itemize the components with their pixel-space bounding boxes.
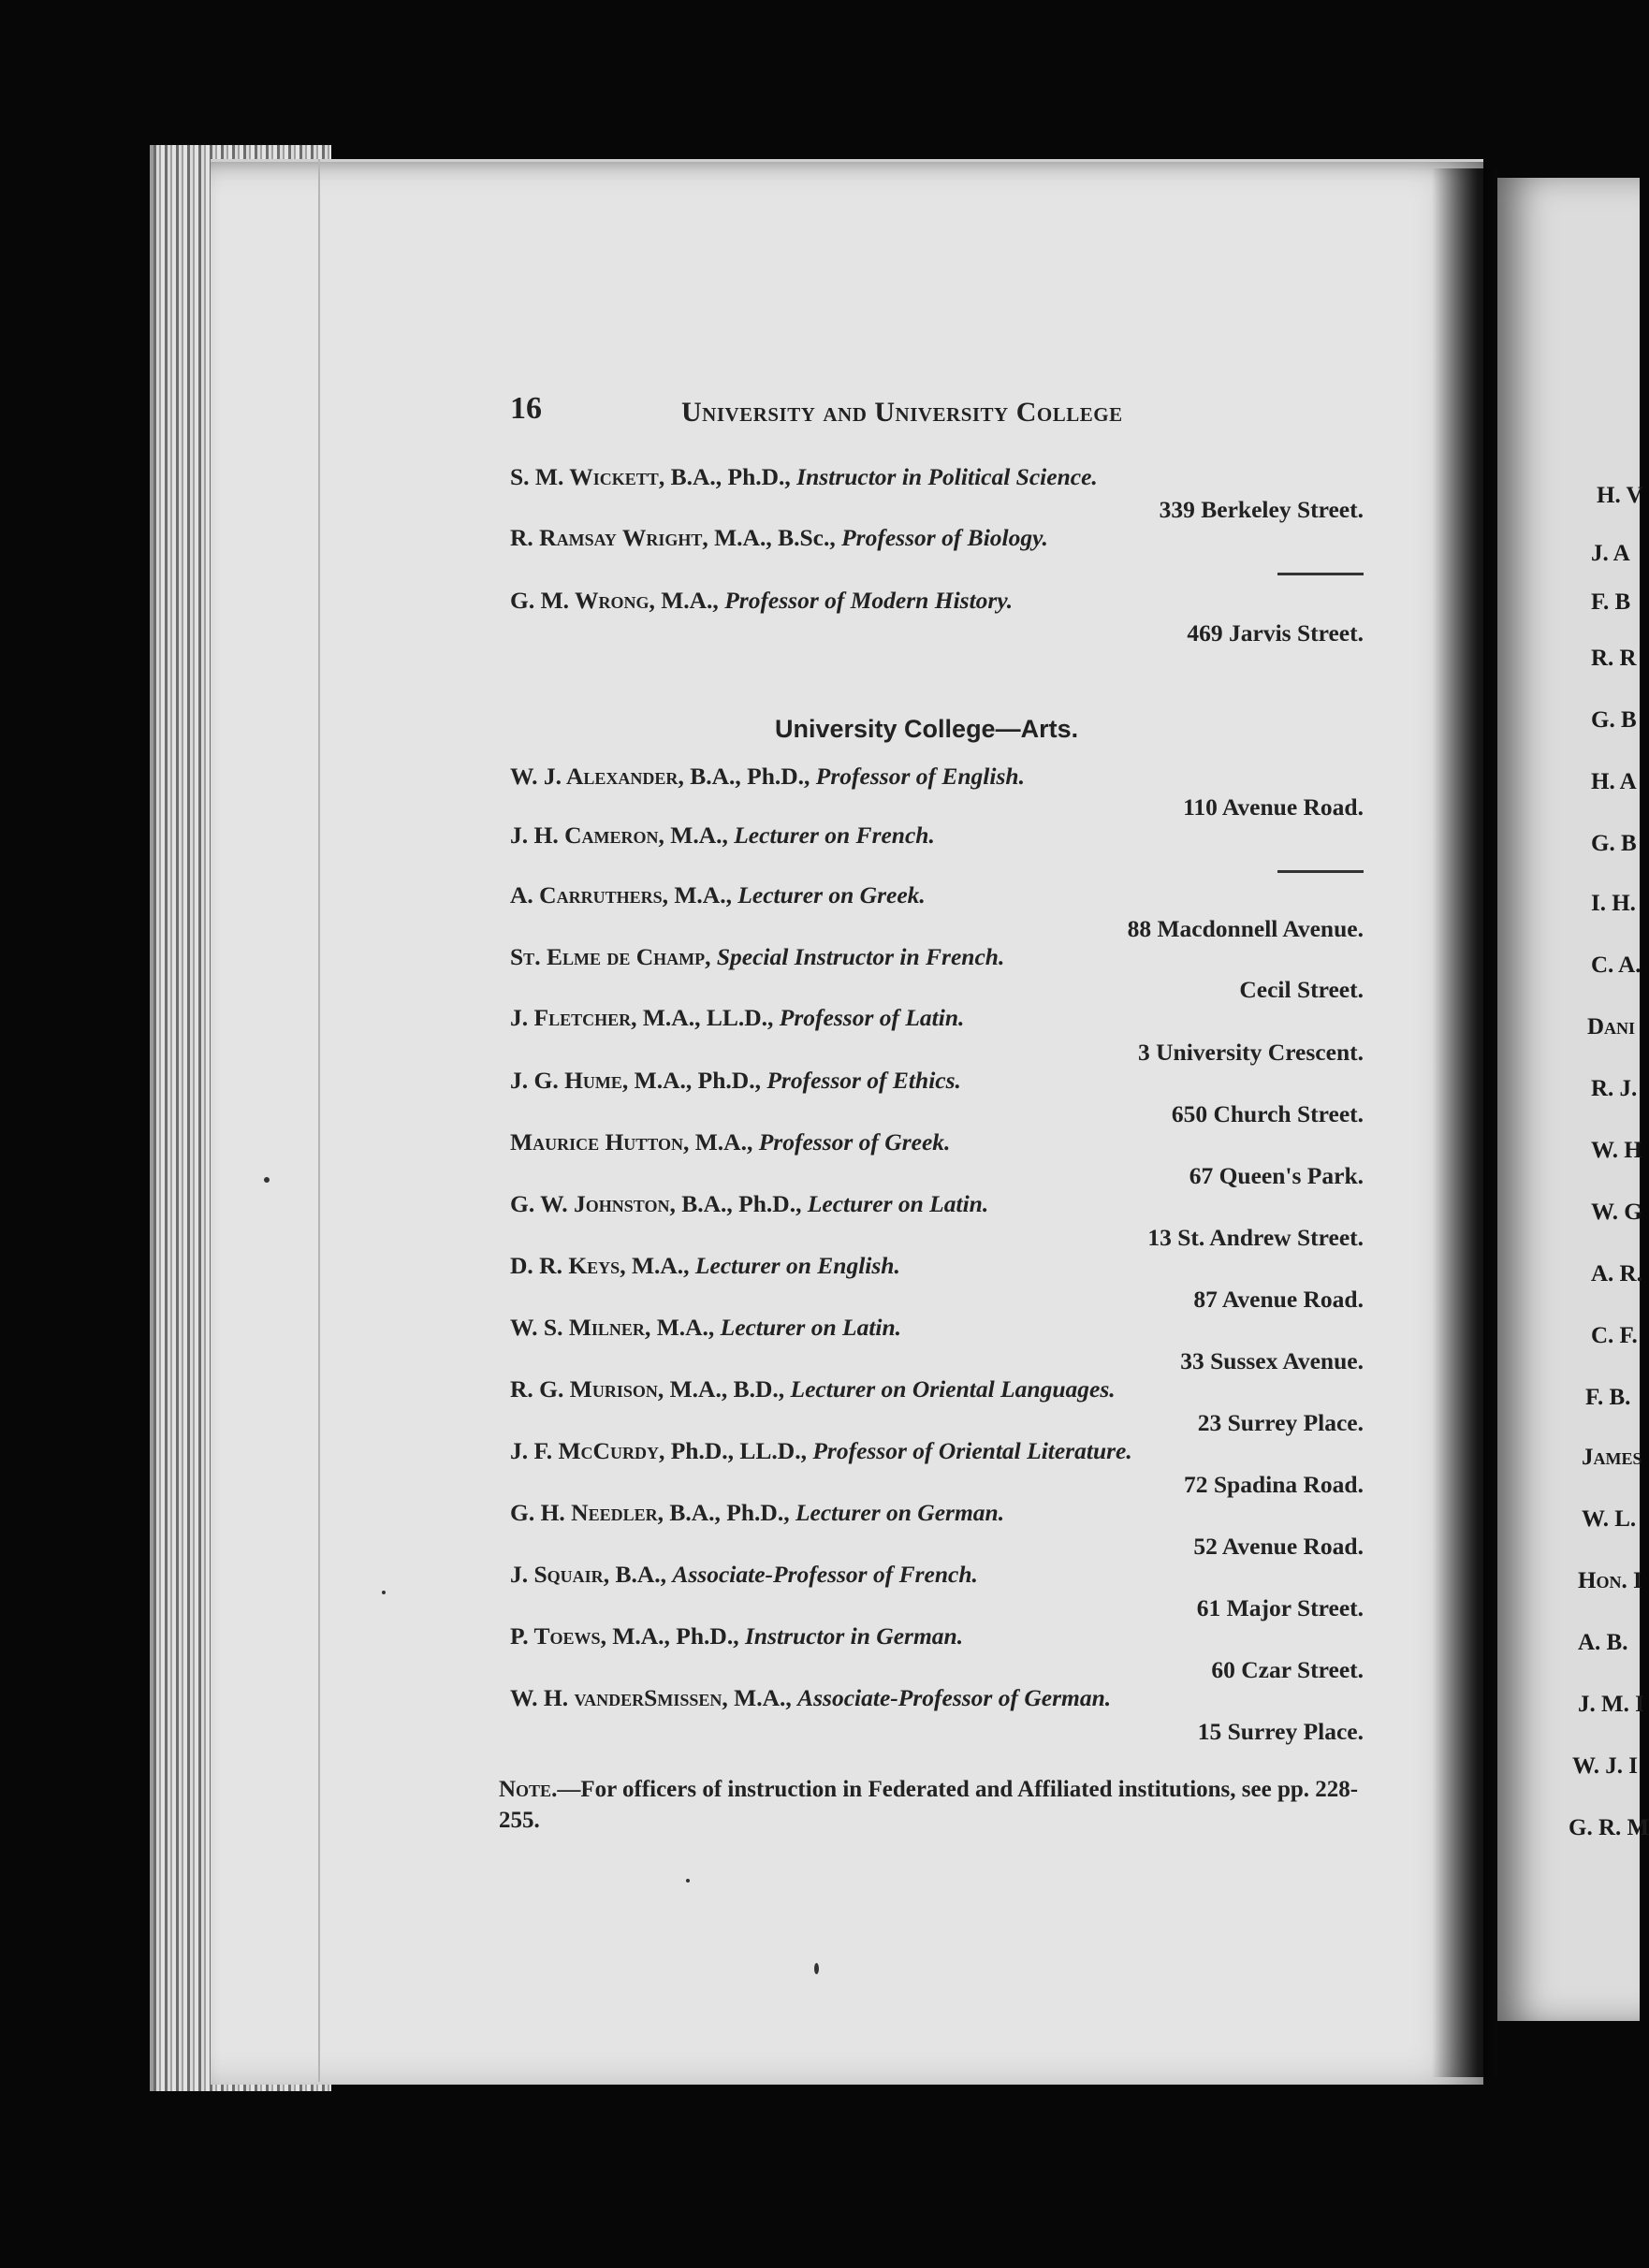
staff-name: G. W. Johnston (510, 1190, 670, 1217)
staff-address: 110 Avenue Road. (1183, 793, 1364, 821)
facing-fragment: J. A (1591, 541, 1630, 566)
staff-degrees: , M.A., B.Sc., (702, 524, 842, 551)
staff-entry (510, 1004, 964, 1032)
staff-entry (510, 1622, 963, 1650)
scan-speck (686, 1879, 690, 1883)
staff-name: W. J. Alexander (510, 763, 679, 790)
staff-role: Associate-Professor of German. (797, 1684, 1112, 1711)
separator-rule (1277, 573, 1364, 575)
staff-degrees: , M.A., Ph.D., (621, 1067, 767, 1094)
staff-name: W. S. Milner (510, 1314, 645, 1341)
staff-entry (510, 1190, 988, 1218)
staff-degrees: , B.A., Ph.D., (658, 463, 797, 490)
staff-entry (510, 763, 1025, 791)
section-heading: University College—Arts. (775, 715, 1079, 743)
staff-address: 23 Surrey Place. (1197, 1409, 1364, 1436)
staff-role: Lecturer on English. (694, 1252, 900, 1279)
staff-address: 3 University Crescent. (1137, 1039, 1364, 1066)
staff-name: J. F. McCurdy (510, 1437, 659, 1464)
staff-entry (510, 463, 1098, 491)
staff-entry (510, 943, 1004, 971)
staff-name: D. R. Keys (510, 1252, 620, 1279)
staff-degrees: , M.A., LL.D., (631, 1004, 780, 1031)
staff-name: St. Elme de Champ (510, 943, 706, 970)
staff-role: Lecturer on German. (795, 1499, 1005, 1526)
staff-degrees: , B.A., Ph.D., (669, 1190, 808, 1217)
staff-address: 33 Sussex Avenue. (1180, 1347, 1364, 1374)
staff-entry (510, 1252, 900, 1280)
staff-address: 52 Avenue Road. (1193, 1533, 1364, 1560)
facing-fragment: G. B (1591, 831, 1637, 856)
staff-name: Maurice Hutton (510, 1128, 683, 1156)
facing-fragment: W. H (1591, 1138, 1642, 1163)
staff-degrees: , (705, 943, 717, 970)
staff-role: Professor of Greek. (758, 1128, 951, 1156)
note-label: Note. (499, 1777, 558, 1802)
staff-degrees: , M.A., (644, 1314, 721, 1341)
staff-degrees: , M.A., (658, 821, 735, 849)
note-text: —For officers of instruction in Federated and Affiliated institutions, see pp. 228-255. (499, 1777, 1359, 1833)
staff-degrees: , B.A., (603, 1561, 673, 1588)
staff-name: J. Squair (510, 1561, 604, 1588)
staff-name: P. Toews (510, 1622, 601, 1650)
staff-name: S. M. Wickett (510, 463, 659, 490)
facing-fragment: Dani (1587, 1014, 1636, 1040)
staff-degrees: , B.A., Ph.D., (678, 763, 816, 790)
staff-name: A. Carruthers (510, 881, 663, 909)
staff-entry (510, 1128, 950, 1156)
staff-entry (510, 587, 1013, 615)
staff-role: Professor of Modern History. (724, 587, 1014, 614)
staff-role: Special Instructor in French. (716, 943, 1005, 970)
staff-role: Lecturer on Greek. (737, 881, 926, 909)
staff-address: 61 Major Street. (1196, 1594, 1364, 1621)
staff-address: 88 Macdonnell Avenue. (1127, 915, 1364, 942)
staff-address: 469 Jarvis Street. (1187, 619, 1364, 647)
staff-address: 72 Spadina Road. (1183, 1471, 1364, 1498)
staff-role: Instructor in Political Science. (796, 463, 1098, 490)
facing-fragment: R. J. (1591, 1076, 1638, 1101)
staff-degrees: , M.A., B.D., (657, 1375, 791, 1403)
facing-fragment: James (1582, 1445, 1642, 1470)
staff-role: Lecturer on French. (734, 821, 935, 849)
staff-entry (510, 1561, 978, 1589)
staff-degrees: , M.A., (649, 587, 725, 614)
staff-role: Lecturer on Oriental Languages. (790, 1375, 1116, 1403)
facing-fragment: Hon. I (1578, 1568, 1642, 1593)
staff-address: 87 Avenue Road. (1193, 1286, 1364, 1313)
staff-role: Professor of English. (815, 763, 1025, 790)
staff-degrees: , M.A., (620, 1252, 695, 1279)
staff-name: J. G. Hume (510, 1067, 622, 1094)
staff-entry (510, 1067, 961, 1095)
scan-speck (814, 1963, 819, 1974)
staff-address: 650 Church Street. (1171, 1100, 1364, 1127)
page-number: 16 (510, 391, 542, 426)
facing-fragment: W. J. I (1572, 1753, 1638, 1779)
staff-name: W. H. vanderSmissen (510, 1684, 722, 1711)
staff-entry (510, 881, 926, 909)
facing-fragment: W. L. (1582, 1506, 1637, 1532)
staff-name: J. H. Cameron (510, 821, 659, 849)
footnote (499, 1774, 1364, 1836)
staff-entry (510, 1499, 1004, 1527)
facing-fragment: G. R. M (1569, 1815, 1649, 1840)
staff-role: Associate-Professor of French. (672, 1561, 978, 1588)
staff-address: 60 Czar Street. (1211, 1656, 1364, 1683)
staff-name: J. Fletcher (510, 1004, 632, 1031)
staff-address: 13 St. Andrew Street. (1147, 1224, 1364, 1251)
facing-fragment: A. B. (1578, 1630, 1628, 1655)
staff-address: 15 Surrey Place. (1197, 1718, 1364, 1745)
facing-fragment: C. A. (1591, 952, 1642, 978)
staff-entry (510, 1314, 901, 1342)
facing-fragment: R. R (1591, 646, 1637, 671)
running-title: University and University College (681, 397, 1123, 428)
staff-role: Professor of Ethics. (766, 1067, 961, 1094)
staff-degrees: , M.A., Ph.D., (600, 1622, 745, 1650)
scan-speck (382, 1591, 386, 1594)
staff-degrees: , B.A., Ph.D., (657, 1499, 795, 1526)
staff-address: Cecil Street. (1239, 976, 1364, 1003)
staff-name: G. H. Needler (510, 1499, 658, 1526)
staff-role: Professor of Biology. (841, 524, 1048, 551)
facing-fragment: H. A (1591, 769, 1637, 794)
facing-fragment: F. B. (1585, 1385, 1631, 1410)
staff-address: 67 Queen's Park. (1189, 1162, 1364, 1189)
facing-fragment: H. V (1597, 483, 1643, 508)
facing-fragment: W. G (1591, 1199, 1642, 1225)
staff-name: R. G. Murison (510, 1375, 658, 1403)
staff-role: Professor of Oriental Literature. (812, 1437, 1132, 1464)
staff-role: Professor of Latin. (779, 1004, 965, 1031)
facing-fragment: F. B (1591, 589, 1631, 615)
staff-entry (510, 1375, 1116, 1403)
staff-role: Lecturer on Latin. (807, 1190, 989, 1217)
separator-rule (1277, 870, 1364, 873)
staff-degrees: , M.A., (722, 1684, 798, 1711)
staff-degrees: , M.A., (682, 1128, 759, 1156)
staff-degrees: , Ph.D., LL.D., (658, 1437, 813, 1464)
staff-entry (510, 1684, 1111, 1712)
facing-fragment: J. M. I (1578, 1692, 1644, 1717)
staff-entry (510, 1437, 1132, 1465)
scan-speck (264, 1177, 270, 1183)
staff-address: 339 Berkeley Street. (1159, 496, 1364, 523)
facing-fragment: G. B (1591, 707, 1637, 733)
facing-fragment: C. F. (1591, 1323, 1638, 1348)
staff-role: Instructor in German. (744, 1622, 964, 1650)
staff-degrees: , M.A., (662, 881, 738, 909)
staff-entry (510, 524, 1048, 552)
staff-name: G. M. Wrong (510, 587, 649, 614)
staff-role: Lecturer on Latin. (720, 1314, 902, 1341)
facing-fragment: A. R. (1591, 1261, 1642, 1287)
staff-entry (510, 821, 935, 850)
staff-name: R. Ramsay Wright (510, 524, 703, 551)
facing-fragment: I. H. (1591, 891, 1636, 916)
